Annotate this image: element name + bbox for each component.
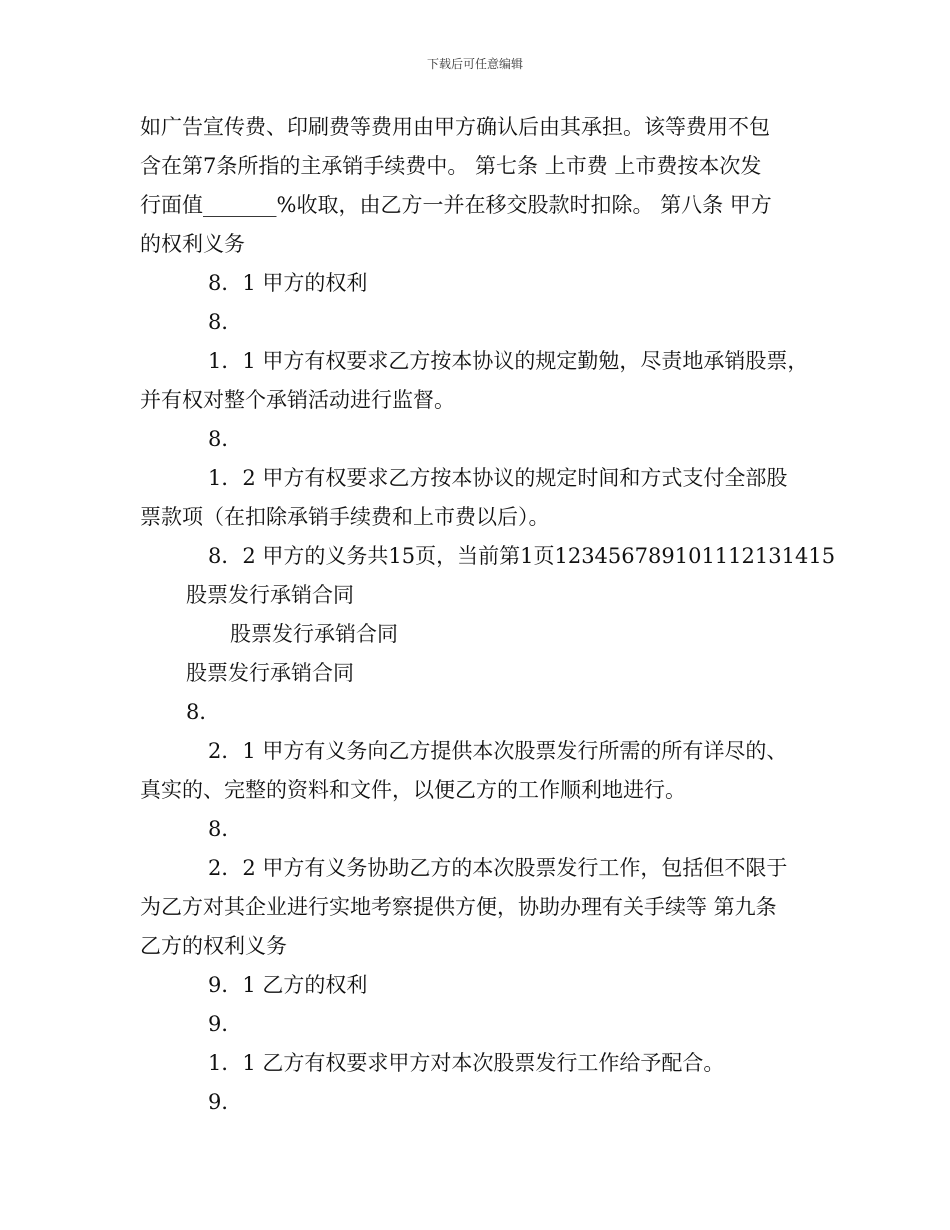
text-line: 8． [208,427,243,451]
doc-title-line: 股票发行承销合同 [186,661,354,685]
text-line: 如广告宣传费、印刷费等费用由甲方确认后由其承担。该等费用不包 [140,115,770,139]
doc-title-line: 股票发行承销合同 [186,583,354,607]
text-line: 并有权对整个承销活动进行监督。 [140,388,455,412]
section-heading: 8．1 甲方的权利 [208,271,368,295]
page-header: 下载后可任意编辑 [426,57,523,71]
clause-line: 1．1 乙方有权要求甲方对本次股票发行工作给予配合。 [208,1051,725,1075]
clause-line: 1．2 甲方有权要求乙方按本协议的规定时间和方式支付全部股 [208,466,788,490]
clause-line: 2．1 甲方有义务向乙方提供本次股票发行所需的所有详尽的、 [208,739,788,763]
doc-title-line: 股票发行承销合同 [230,622,398,646]
text-line: 乙方的权利义务 [140,934,287,958]
text-line: 8． [186,700,221,724]
section-heading: 9．1 乙方的权利 [208,973,368,997]
text-line: 行面值_______%收取，由乙方一并在移交股款时扣除。 第八条 甲方 [140,193,772,217]
text-line: 含在第7条所指的主承销手续费中。 第七条 上市费 上市费按本次发 [140,154,762,178]
clause-line: 1．1 甲方有权要求乙方按本协议的规定勤勉，尽责地承销股票， [208,349,809,373]
text-line: 为乙方对其企业进行实地考察提供方便，协助办理有关手续等 第九条 [140,895,777,919]
text-line: 8． [208,310,243,334]
text-line: 票款项（在扣除承销手续费和上市费以后）。 [140,505,550,529]
text-line: 8． [208,817,243,841]
text-line: 9． [208,1090,243,1114]
text-line: 的权利义务 [140,232,245,256]
document-body [140,108,840,1122]
section-heading: 8．2 甲方的义务共15页，当前第1页123456789101112131415 [208,544,836,568]
text-line: 真实的、完整的资料和文件，以便乙方的工作顺利地进行。 [140,778,686,802]
clause-line: 2．2 甲方有义务协助乙方的本次股票发行工作，包括但不限于 [208,856,788,880]
text-line: 9． [208,1012,243,1036]
